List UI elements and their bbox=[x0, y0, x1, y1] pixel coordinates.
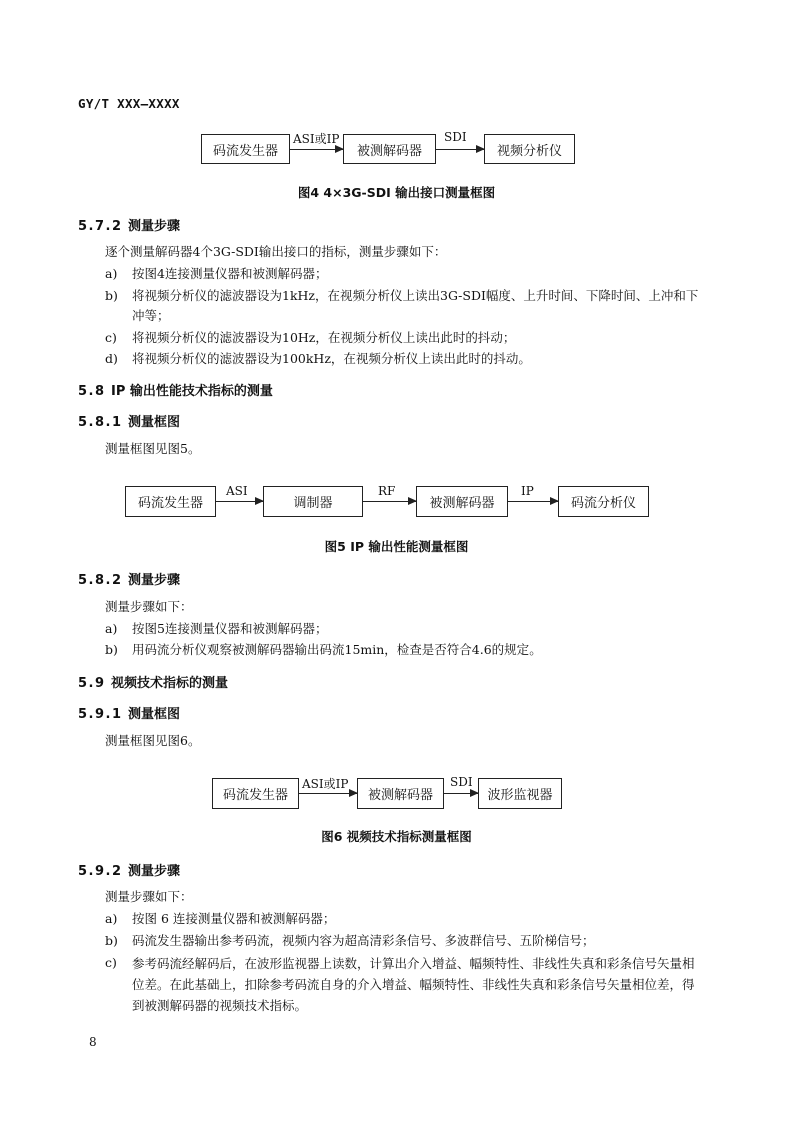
section-title: 测量框图 bbox=[128, 415, 181, 430]
section-5-7-2-intro: 逐个测量解码器4个3G-SDI输出接口的指标，测量步骤如下： bbox=[105, 244, 447, 259]
list-item-label: a) bbox=[105, 266, 118, 281]
section-5-7-2-heading bbox=[78, 215, 180, 234]
fig6-arrow-1 bbox=[299, 793, 357, 794]
list-item bbox=[105, 953, 705, 1015]
fig6-arrow-2-label: SDI bbox=[450, 775, 473, 789]
fig4-arrow-2-label: SDI bbox=[444, 130, 467, 144]
section-5-9-heading bbox=[78, 672, 228, 691]
list-item-text: 将视频分析仪的滤波器设为100kHz，在视频分析仪上读出此时的抖动。 bbox=[132, 351, 531, 366]
fig4-box-video-analyzer: 视频分析仪 bbox=[484, 134, 575, 164]
section-5-8-1-heading bbox=[78, 411, 180, 430]
list-item-text: 将视频分析仪的滤波器设为1kHz，在视频分析仪上读出3G-SDI幅度、上升时间、下降时间、上冲和下冲等； bbox=[132, 288, 699, 323]
fig6-arrow-1-label: ASI或IP bbox=[302, 777, 349, 791]
figure-6-caption: 图6 视频技术指标测量框图 bbox=[321, 829, 472, 844]
fig6-box-decoder-under-test: 被测解码器 bbox=[357, 778, 444, 809]
fig5-box-modulator: 调制器 bbox=[263, 486, 363, 517]
fig6-arrow-2 bbox=[444, 793, 478, 794]
fig4-arrow-2 bbox=[436, 149, 484, 150]
fig5-box-stream-analyzer: 码流分析仪 bbox=[558, 486, 649, 517]
section-number: 5.8.1 bbox=[78, 415, 123, 430]
fig5-arrow-2-label: RF bbox=[378, 484, 396, 498]
fig4-box-decoder-under-test: 被测解码器 bbox=[343, 134, 436, 164]
fig5-arrow-1-label: ASI bbox=[226, 484, 248, 498]
section-5-9-2-intro: 测量步骤如下： bbox=[105, 889, 193, 904]
list-item-label: a) bbox=[105, 621, 118, 636]
fig4-box-stream-generator: 码流发生器 bbox=[201, 134, 290, 164]
section-5-8-1-text: 测量框图见图5。 bbox=[105, 441, 201, 456]
list-item bbox=[105, 619, 705, 639]
section-title: 测量步骤 bbox=[128, 219, 181, 234]
list-item-text: 用码流分析仪观察被测解码器输出码流15min，检查是否符合4.6的规定。 bbox=[132, 642, 542, 657]
list-item bbox=[105, 931, 705, 951]
section-number: 5.8.2 bbox=[78, 573, 123, 588]
list-item-text: 码流发生器输出参考码流，视频内容为超高清彩条信号、多波群信号、五阶梯信号； bbox=[132, 933, 595, 948]
section-number: 5.8 bbox=[78, 384, 106, 399]
section-5-9-1-heading bbox=[78, 703, 180, 722]
section-title: 测量框图 bbox=[128, 707, 181, 722]
section-number: 5.9.1 bbox=[78, 707, 123, 722]
list-item-label: a) bbox=[105, 911, 118, 926]
list-item bbox=[105, 328, 705, 348]
page-number: 8 bbox=[89, 1035, 97, 1049]
list-item-label: d) bbox=[105, 351, 118, 366]
list-item-text: 按图 6 连接测量仪器和被测解码器； bbox=[132, 911, 336, 926]
section-number: 5.7.2 bbox=[78, 219, 123, 234]
list-item-text: 按图5连接测量仪器和被测解码器； bbox=[132, 621, 328, 636]
list-item bbox=[105, 349, 705, 369]
fig5-arrow-1 bbox=[216, 501, 263, 502]
list-item bbox=[105, 640, 705, 660]
section-title: IP 输出性能技术指标的测量 bbox=[111, 384, 273, 399]
fig5-arrow-2 bbox=[363, 501, 416, 502]
section-number: 5.9 bbox=[78, 676, 106, 691]
list-item-label: b) bbox=[105, 288, 118, 303]
section-number: 5.9.2 bbox=[78, 864, 123, 879]
list-item-label: c) bbox=[105, 330, 117, 345]
list-item-text: 参考码流经解码后，在波形监视器上读数，计算出介入增益、幅频特性、非线性失真和彩条信号矢量相位差。在此基础上，扣除参考码流自身的介入增益、幅频特性、非线性失真和彩条信号矢量相位差，得到被测解码器的视频技术指标。 bbox=[132, 956, 695, 1013]
list-item bbox=[105, 264, 705, 284]
figure-4-caption: 图4 4×3G-SDI 输出接口测量框图 bbox=[297, 185, 496, 200]
section-5-9-2-heading bbox=[78, 860, 180, 879]
fig4-arrow-1 bbox=[290, 149, 343, 150]
figure-5-caption: 图5 IP 输出性能测量框图 bbox=[324, 539, 469, 554]
fig5-box-stream-generator: 码流发生器 bbox=[125, 486, 216, 517]
fig6-box-waveform-monitor: 波形监视器 bbox=[478, 778, 562, 809]
list-item-label: b) bbox=[105, 933, 118, 948]
fig5-arrow-3 bbox=[508, 501, 558, 502]
fig4-arrow-1-label: ASI或IP bbox=[293, 132, 340, 146]
list-item bbox=[105, 909, 705, 929]
document-code-header: GY/T XXX—XXXX bbox=[78, 96, 180, 111]
section-5-8-2-heading bbox=[78, 569, 180, 588]
list-item-label: b) bbox=[105, 642, 118, 657]
section-title: 视频技术指标的测量 bbox=[111, 676, 229, 691]
section-title: 测量步骤 bbox=[128, 573, 181, 588]
section-5-8-2-intro: 测量步骤如下： bbox=[105, 599, 193, 614]
fig5-box-decoder-under-test: 被测解码器 bbox=[416, 486, 508, 517]
section-title: 测量步骤 bbox=[128, 864, 181, 879]
fig5-arrow-3-label: IP bbox=[521, 484, 534, 498]
list-item-text: 将视频分析仪的滤波器设为10Hz，在视频分析仪上读出此时的抖动； bbox=[132, 330, 516, 345]
fig6-box-stream-generator: 码流发生器 bbox=[212, 778, 299, 809]
section-5-9-1-text: 测量框图见图6。 bbox=[105, 733, 201, 748]
list-item bbox=[105, 286, 705, 326]
list-item-label: c) bbox=[105, 955, 117, 970]
section-5-8-heading bbox=[78, 380, 273, 399]
list-item-text: 按图4连接测量仪器和被测解码器； bbox=[132, 266, 328, 281]
